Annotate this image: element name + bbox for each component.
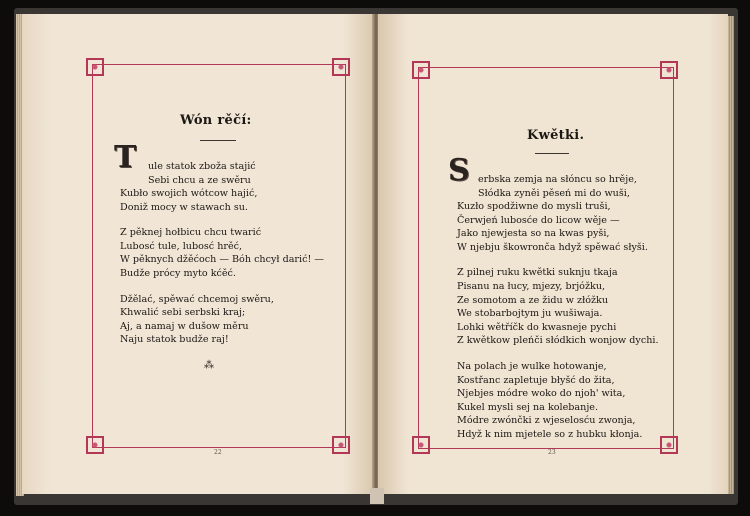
verse-line: Słódka zyněi pěseń mi do wuši, bbox=[478, 187, 630, 199]
corner-ornament bbox=[412, 61, 430, 79]
right-poem-stanza bbox=[478, 173, 637, 200]
page-number-left: 22 bbox=[214, 449, 222, 456]
verse-line: Khwalić sebi serbski kraj; bbox=[120, 307, 246, 319]
verse-line: Z kwětkow pleńči słódkich wonjow dychi. bbox=[457, 335, 659, 347]
left-poem-title: Wón rěčí: bbox=[180, 113, 252, 128]
title-rule bbox=[535, 153, 569, 154]
verse-line: Džělać, spěwać chcemoj swěru, bbox=[120, 293, 274, 305]
verse-line: Ze somotom a ze židu w złóžku bbox=[457, 294, 609, 306]
corner-ornament bbox=[332, 436, 350, 454]
corner-ornament bbox=[660, 61, 678, 79]
verse-line: W njebju škowronča hdyž spěwać słyši. bbox=[457, 241, 648, 253]
spine-bottom bbox=[370, 488, 384, 504]
corner-ornament bbox=[660, 436, 678, 454]
verse-line: Aj, a namaj w dušow měru bbox=[120, 320, 249, 332]
verse-line: Z pilnej ruku kwětki suknju tkaja bbox=[457, 267, 618, 279]
verse-line: Kostřanc zapletuje błyšć do žita, bbox=[457, 374, 615, 386]
right-poem-stanza bbox=[457, 200, 659, 442]
corner-ornament bbox=[86, 436, 104, 454]
verse-line: Na polach je wulke hotowanje, bbox=[457, 360, 607, 372]
corner-ornament bbox=[412, 436, 430, 454]
verse-line: Kubło swojich wótcow hajić, bbox=[120, 188, 258, 199]
left-poem-stanza bbox=[148, 160, 256, 187]
verse-line: Kuzło spodžiwne do mysli truši, bbox=[457, 201, 611, 212]
left-poem-stanza bbox=[120, 187, 324, 347]
verse-line: erbska zemja na słóncu so hrěje, bbox=[478, 174, 637, 185]
page-number-right: 23 bbox=[548, 449, 556, 456]
title-rule bbox=[200, 140, 236, 141]
corner-ornament bbox=[86, 58, 104, 76]
verse-line: Doniž mocy w stawach su. bbox=[120, 201, 248, 213]
corner-ornament bbox=[332, 58, 350, 76]
verse-line: W pěknych džěćoch — Bóh chcył darić! — bbox=[120, 254, 324, 266]
right-poem-title: Kwětki. bbox=[527, 128, 585, 143]
verse-line: Módre zwónčki z wjeselosću zwonja, bbox=[457, 415, 636, 427]
verse-line: Budže prócy myto kćěć. bbox=[120, 267, 236, 279]
ornament: ⁂ bbox=[204, 360, 214, 371]
verse-line: Čerwjeń lubosće do licow wěje — bbox=[457, 214, 620, 226]
drop-cap: T bbox=[114, 140, 137, 175]
verse-line: Kukel mysli sej na kolebanje. bbox=[457, 401, 599, 413]
drop-cap: S bbox=[448, 153, 470, 188]
verse-line: Naju statok budže raj! bbox=[120, 334, 229, 346]
verse-line: Jako njewjesta so na kwas pyši, bbox=[457, 228, 610, 240]
verse-line: Hdyž k nim mjetele so z hubku kłonja. bbox=[457, 428, 643, 440]
verse-line: We stobarbojtym ju wušiwaja. bbox=[457, 308, 603, 320]
verse-line: Z pěknej hołbicu chcu twarić bbox=[120, 227, 262, 239]
verse-line: Lohki wětříčk do kwasneje pychi bbox=[457, 321, 617, 333]
verse-line: ule statok zboža stajić bbox=[148, 161, 256, 172]
verse-line: Sebi chcu a ze swěru bbox=[148, 174, 251, 186]
verse-line: Njebjes módre woko do njoh' wita, bbox=[457, 388, 626, 400]
verse-line: Lubosć tule, lubosć hrěć, bbox=[120, 240, 243, 252]
verse-line: Pisanu na łucy, mjezy, brjóžku, bbox=[457, 280, 606, 292]
